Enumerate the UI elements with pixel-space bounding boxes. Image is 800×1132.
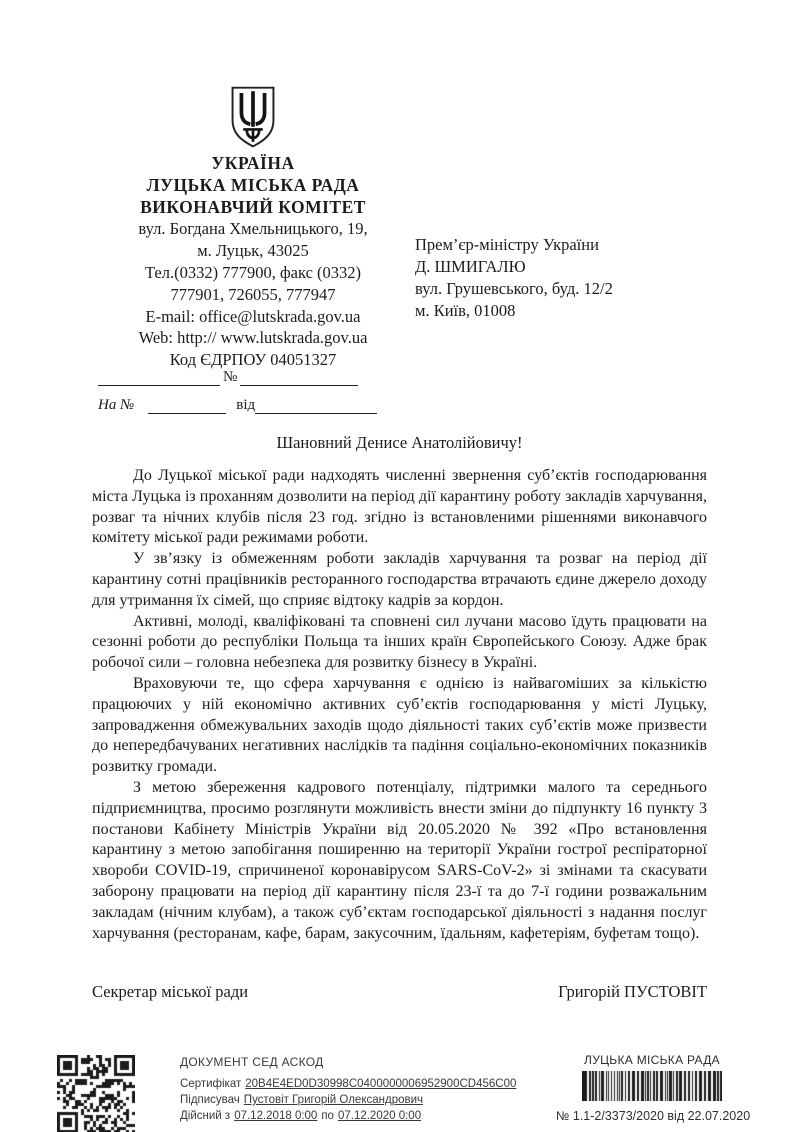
registration-number: № 1.1-2/3373/2020 від 22.07.2020 bbox=[556, 1109, 751, 1123]
signature-row bbox=[92, 982, 707, 1002]
esign-certificate-line bbox=[180, 1076, 516, 1092]
letterhead-phone-line1: Тел.(0332) 777900, факс (0332) bbox=[144, 262, 362, 282]
validity-to: 07.12.2020 0:00 bbox=[337, 1110, 422, 1122]
letterhead bbox=[63, 85, 443, 371]
qr-code bbox=[57, 1055, 135, 1132]
letterhead-country: УКРАЇНА bbox=[211, 153, 295, 173]
signer-name: Григорій ПУСТОВІТ bbox=[558, 982, 707, 1001]
incoming-reference-line bbox=[98, 396, 377, 414]
outgoing-number-line bbox=[98, 368, 358, 386]
salutation: Шановний Денисе Анатолійовичу! bbox=[276, 433, 523, 452]
number-blank-line bbox=[240, 369, 358, 386]
validity-to-label: по bbox=[321, 1110, 334, 1122]
date-blank-line bbox=[98, 369, 220, 386]
digital-signature-stamp bbox=[180, 1055, 516, 1124]
paragraph: З метою збереження кадрового потенціалу, підтримки малого та середнього підприємництва, просимо розглянути можливість внести зміни до підпункту 16 пункту 3 постанови Кабінету Міністрів України від 20.05.2020 № 392 «Про встановлення карантину з метою запобігання поширенню на території України гострої респіраторної хвороби COVID-19, спричиненої коронавірусом SARS-CoV-2» зі змінами та скасувати заборону працювати на період дії карантину після 23-ї та до 7-ї години розважальним закладам (нічним клубам), а також суб’єктам господарської діяльності з надання послуг харчування (ресторанам, кафе, барам, закусочним, їдальням, кафетеріям, буфетам тощо). bbox=[92, 778, 707, 942]
letterhead-org-committee: ВИКОНАВЧИЙ КОМІТЕТ bbox=[140, 196, 366, 217]
validity-from: 07.12.2018 0:00 bbox=[234, 1110, 318, 1122]
signer-title: Секретар міської ради bbox=[92, 982, 249, 1001]
certificate-label: Сертифікат bbox=[180, 1078, 242, 1090]
esign-validity-line bbox=[180, 1108, 516, 1124]
registration-org: ЛУЦЬКА МІСЬКА РАДА bbox=[584, 1053, 720, 1067]
certificate-value: 20B4E4ED0D30998C0400000006952900CD456C00 bbox=[245, 1078, 517, 1090]
paragraph: Активні, молоді, кваліфіковані та сповнені сил лучани масово їдуть працювати на сезонні роботи до республіки Польща та інших країн Європейського Союзу. Адже брак робочої сили – головна небезпека для розвитку бізнесу в Україні. bbox=[92, 612, 707, 672]
incoming-date-blank-line bbox=[255, 397, 377, 414]
registration-block bbox=[556, 1053, 751, 1123]
ukraine-trident-emblem-icon bbox=[225, 85, 281, 149]
paragraph: Враховуючи те, що сфера харчування є однією із найвагоміших за кількістю працюючих у ній економічно активних суб’єктів господарювання у місті Луцьку, запровадження обмежувальних заходів щодо діяльності таких суб’єктів може призвести до непередбачуваних негативних наслідків та падіння соціально-економічних показників розвитку громади. bbox=[92, 674, 707, 776]
paragraph: У зв’язку із обмеженням роботи закладів харчування та розваг на період дії карантину сотні працівників ресторанного господарства втрачають єдине джерело доходу для утримання їх сімей, що сприяє відтоку кадрів за кордон. bbox=[92, 550, 707, 609]
recipient-city: м. Київ, 01008 bbox=[415, 301, 516, 320]
letterhead-email: E-mail: office@lutskrada.gov.ua bbox=[145, 306, 361, 326]
vid-label: від bbox=[236, 397, 256, 413]
recipient-name: Д. ШМИГАЛЮ bbox=[415, 257, 526, 276]
validity-label: Дійсний з bbox=[180, 1110, 231, 1122]
recipient-title: Прем’єр-міністру України bbox=[415, 235, 599, 254]
letterhead-org-name: ЛУЦЬКА МІСЬКА РАДА bbox=[146, 174, 360, 195]
letterhead-address-line2: м. Луцьк, 43025 bbox=[197, 241, 309, 261]
signer-value: Пустовіт Григорій Олександрович bbox=[243, 1094, 424, 1106]
incoming-number-blank-line bbox=[148, 397, 226, 414]
paragraph: До Луцької міської ради надходять численні звернення суб’єктів господарювання міста Луцька із проханням дозволити на період дії карантину роботу закладів харчування, розваг та нічних клубів після 23 год. згідно із встановленими рішеннями виконавчого комітету міської ради режимами роботи. bbox=[92, 467, 707, 547]
recipient-block bbox=[415, 234, 613, 322]
barcode-icon bbox=[582, 1071, 722, 1101]
letterhead-edrpou-code: Код ЄДРПОУ 04051327 bbox=[169, 350, 337, 370]
number-sign-label: № bbox=[223, 369, 238, 385]
na-number-label: На № bbox=[98, 397, 135, 413]
esign-system-title: ДОКУМЕНТ СЕД АСКОД bbox=[180, 1055, 324, 1069]
esign-signer-line bbox=[180, 1092, 516, 1108]
recipient-street: вул. Грушевського, буд. 12/2 bbox=[415, 279, 613, 298]
letterhead-phone-line2: 777901, 726055, 777947 bbox=[170, 284, 336, 304]
signer-label: Підписувач bbox=[180, 1094, 240, 1106]
letterhead-address-line1: вул. Богдана Хмельницького, 19, bbox=[138, 219, 368, 239]
letter-body bbox=[92, 466, 707, 944]
letterhead-website: Web: http:// www.lutskrada.gov.ua bbox=[138, 328, 368, 348]
qr-code-icon bbox=[57, 1055, 135, 1132]
